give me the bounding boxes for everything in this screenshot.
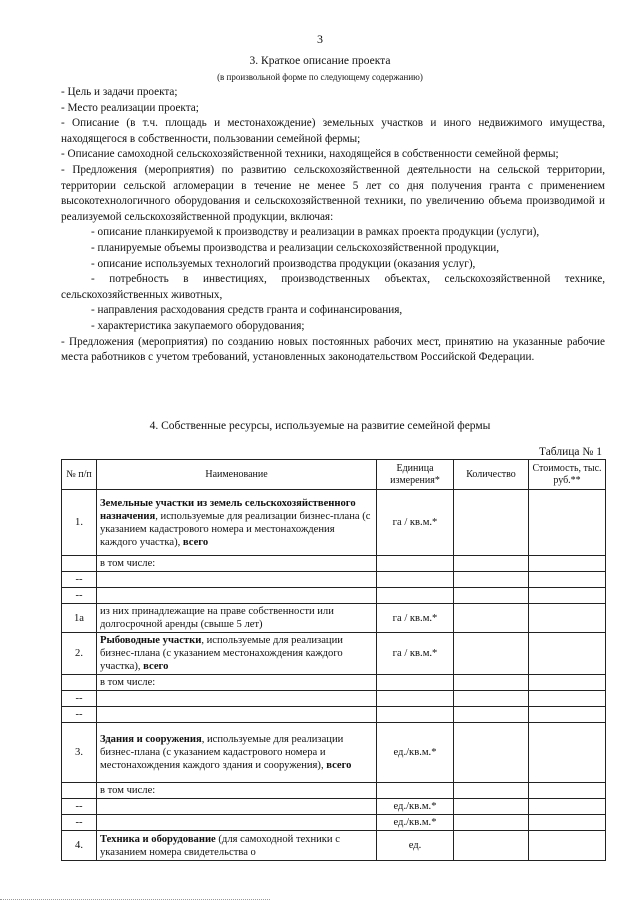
header-num: № п/п — [62, 460, 97, 490]
row-qty — [454, 490, 529, 556]
row-name — [97, 783, 377, 799]
row-unit: ед./кв.м.* — [377, 799, 454, 815]
row-name-bold: Рыбоводные участки — [100, 635, 202, 646]
row-name-text: в том числе: — [100, 785, 156, 796]
row-unit: ед./кв.м.* — [377, 723, 454, 783]
row-unit — [377, 691, 454, 707]
row-name — [97, 675, 377, 691]
row-name — [97, 707, 377, 723]
row-name-total: всего — [182, 536, 209, 548]
row-cost — [529, 691, 606, 707]
row-name-text: , используемые для реализации бизнес-плана (с указанием местонахождения каждого участка), — [100, 635, 343, 672]
paragraph-item: - Предложения (мероприятия) по развитию сельскохозяйственной деятельности на сельской территории, территории сельской агломерации в течение не менее 5 лет со дня получения гранта с применением высокотехнологичного оборудования и сельскохозяйственной техники, по увеличению объема производимой и реализуемой сельскохозяйственной продукции, включая: — [61, 163, 605, 223]
row-number: -- — [62, 588, 97, 604]
row-cost — [529, 675, 606, 691]
table-row — [62, 831, 606, 861]
row-name — [97, 831, 377, 861]
row-number: 2. — [62, 633, 97, 675]
paragraph-item: - потребность в инвестициях, производственных объектах, сельскохозяйственной технике, сельскохозяйственных животных, — [61, 273, 605, 301]
row-unit: га / кв.м.* — [377, 490, 454, 556]
row-name-bold: Здания и сооружения — [100, 734, 202, 745]
row-cost — [529, 588, 606, 604]
row-qty — [454, 783, 529, 799]
row-unit — [377, 707, 454, 723]
table-row — [62, 633, 606, 675]
paragraph-item: - описание используемых технологий производства продукции (оказания услуг), — [91, 257, 476, 270]
row-name — [97, 490, 377, 556]
table-row — [62, 572, 606, 588]
row-unit — [377, 675, 454, 691]
table-row — [62, 604, 606, 633]
row-cost — [529, 556, 606, 572]
row-cost — [529, 723, 606, 783]
row-cost — [529, 799, 606, 815]
row-name-bold: Земельные участки из земель сельскохозяйственного назначения — [100, 497, 356, 522]
paragraph-item: - Описание самоходной сельскохозяйственной техники, находящейся в собственности семейной фермы; — [61, 148, 559, 161]
row-unit: ед. — [377, 831, 454, 861]
table-row — [62, 783, 606, 799]
table-row — [62, 556, 606, 572]
section3-subtitle: (в произвольной форме по следующему содержанию) — [217, 72, 423, 82]
row-name-bold: Техника и оборудование — [100, 833, 216, 845]
row-name — [97, 588, 377, 604]
row-name — [97, 723, 377, 783]
row-unit: ед./кв.м.* — [377, 815, 454, 831]
section3-body — [61, 85, 605, 366]
header-name: Наименование — [97, 460, 377, 490]
row-cost — [529, 707, 606, 723]
row-qty — [454, 691, 529, 707]
bottom-divider — [0, 899, 270, 900]
paragraph-item: - Место реализации проекта; — [61, 101, 199, 114]
row-unit — [377, 783, 454, 799]
row-qty — [454, 604, 529, 633]
row-qty — [454, 723, 529, 783]
row-cost — [529, 490, 606, 556]
row-number: -- — [62, 799, 97, 815]
header-cost: Стоимость, тыс. руб.** — [529, 460, 606, 490]
table-row — [62, 588, 606, 604]
row-unit — [377, 572, 454, 588]
row-number: 1. — [62, 490, 97, 556]
table-row — [62, 799, 606, 815]
row-name-total: всего — [143, 661, 169, 672]
row-name — [97, 604, 377, 633]
row-name-text: из них принадлежащие на праве собственности или долгосрочной аренды (свыше 5 лет) — [100, 606, 334, 630]
paragraph-item: - Предложения (мероприятия) по созданию новых постоянных рабочих мест, принятию на указанные рабочие места работников с учетом требований, установленных законодательством Российской Федерации. — [61, 335, 605, 364]
section4-title: 4. Собственные ресурсы, используемые на развитие семейной фермы — [149, 420, 491, 432]
row-name-text: в том числе: — [100, 677, 156, 688]
paragraph-item: - планируемые объемы производства и реализации сельскохозяйственной продукции, — [91, 241, 500, 254]
paragraph-item: - направления расходования средств гранта и софинансирования, — [91, 304, 403, 317]
row-number: -- — [62, 707, 97, 723]
row-cost — [529, 604, 606, 633]
section3-title: 3. Краткое описание проекта — [249, 55, 391, 67]
paragraph-item: - Цель и задачи проекта; — [61, 86, 178, 98]
row-name-text: (для самоходной техники с указанием номера свидетельства о — [100, 833, 340, 858]
row-name — [97, 572, 377, 588]
header-unit: Единица измерения* — [377, 460, 454, 490]
row-name-text: , используемые для реализации бизнес-плана (с указанием кадастрового номера и местонахождения каждого здания и сооружения), — [100, 734, 344, 771]
row-number: 4. — [62, 831, 97, 861]
row-unit — [377, 588, 454, 604]
row-number: 1а — [62, 604, 97, 633]
row-qty — [454, 831, 529, 861]
row-cost — [529, 815, 606, 831]
row-name — [97, 815, 377, 831]
row-name-text: в том числе: — [100, 558, 156, 569]
table-caption: Таблица № 1 — [538, 446, 602, 458]
row-qty — [454, 572, 529, 588]
row-name-total: всего — [326, 760, 352, 771]
row-number: -- — [62, 572, 97, 588]
row-number: -- — [62, 815, 97, 831]
row-cost — [529, 633, 606, 675]
row-number — [62, 556, 97, 572]
row-name — [97, 633, 377, 675]
table-row — [62, 675, 606, 691]
row-qty — [454, 588, 529, 604]
row-unit: га / кв.м.* — [377, 633, 454, 675]
row-qty — [454, 556, 529, 572]
table-row — [62, 707, 606, 723]
row-qty — [454, 707, 529, 723]
row-qty — [454, 815, 529, 831]
header-qty: Количество — [454, 460, 529, 490]
row-number: 3. — [62, 723, 97, 783]
table-header-row — [62, 460, 606, 490]
table-row — [62, 723, 606, 783]
row-number: -- — [62, 691, 97, 707]
row-name-text: , используемые для реализации бизнес-плана (с указанием кадастрового номера и местонахождения каждого участка), — [100, 510, 371, 548]
row-name — [97, 556, 377, 572]
row-cost — [529, 831, 606, 861]
row-unit — [377, 556, 454, 572]
row-cost — [529, 572, 606, 588]
resources-table — [61, 459, 606, 861]
table-row — [62, 815, 606, 831]
row-number — [62, 783, 97, 799]
row-qty — [454, 633, 529, 675]
paragraph-item: - характеристика закупаемого оборудования; — [91, 319, 305, 332]
row-qty — [454, 799, 529, 815]
row-unit: га / кв.м.* — [377, 604, 454, 633]
row-number — [62, 675, 97, 691]
table-row — [62, 691, 606, 707]
page-number: 3 — [317, 32, 323, 46]
row-cost — [529, 783, 606, 799]
row-name — [97, 691, 377, 707]
paragraph-item: - Описание (в т.ч. площадь и местонахождение) земельных участков и иного недвижимого имущества, находящегося в собственности, пользовании семейной фермы; — [61, 117, 605, 145]
paragraph-item: - описание планкируемой к производству и реализации в рамках проекта продукции (услуги), — [91, 226, 540, 239]
row-name — [97, 799, 377, 815]
table-row — [62, 490, 606, 556]
row-qty — [454, 675, 529, 691]
